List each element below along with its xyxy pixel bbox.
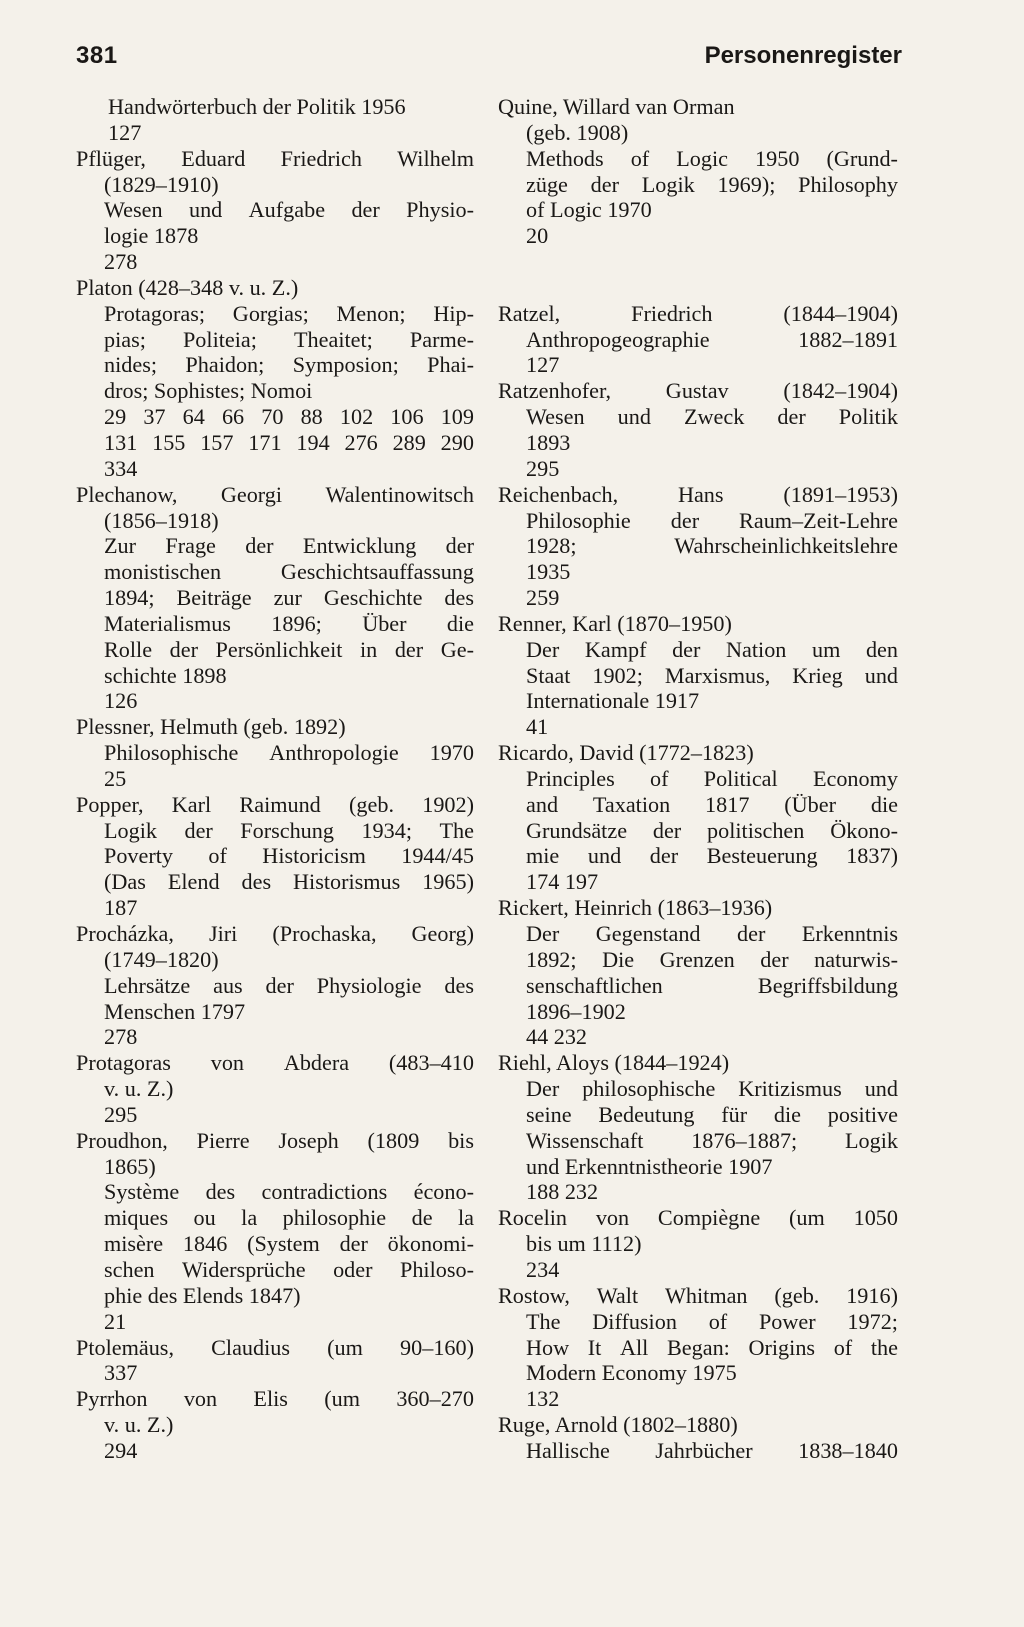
index-entry-heading: Rickert, Heinrich (1863–1936) — [498, 895, 773, 921]
index-entry-line: schichte 1898 — [104, 662, 227, 688]
index-entry-line: (1829–1910) — [104, 171, 219, 197]
index-entry-line: schen Widersprüche oder Philoso- — [104, 1256, 474, 1282]
index-entry-line: Système des contradictions écono- — [104, 1179, 474, 1205]
index-entry-line: 41 — [526, 714, 549, 740]
index-entry-line: bis um 1112) — [526, 1231, 642, 1257]
index-entry-line: Zur Frage der Entwicklung der — [104, 533, 474, 559]
index-entry-line: 127 — [526, 352, 560, 378]
index-entry-heading: Procházka, Jiri (Prochaska, Georg) — [76, 921, 474, 946]
index-entry-heading: Platon (428–348 v. u. Z.) — [76, 274, 299, 300]
index-entry-line: Protagoras; Gorgias; Menon; Hip- — [104, 300, 474, 326]
index-entry-line: 1893 — [526, 429, 571, 455]
index-entry-line: 187 — [104, 895, 138, 921]
index-entry-line: v. u. Z.) — [104, 1076, 174, 1102]
index-entry-line: 295 — [104, 1101, 138, 1127]
index-entry-line: 1928; Wahrscheinlichkeitslehre — [526, 533, 898, 559]
index-entry-line: Wissenschaft 1876–1887; Logik — [526, 1127, 898, 1153]
index-entry-heading: Renner, Karl (1870–1950) — [498, 610, 732, 636]
index-entry-heading: Reichenbach, Hans (1891–1953) — [498, 481, 898, 507]
index-entry-line: Handwörterbuch der Politik 1956 — [108, 94, 406, 119]
index-entry-line: 126 — [104, 688, 138, 714]
index-entry-line: Modern Economy 1975 — [526, 1360, 737, 1386]
index-entry-line: 1865) — [104, 1153, 156, 1179]
index-entry-line: 1896–1902 — [526, 998, 626, 1024]
index-entry-line: 174 197 — [526, 869, 599, 895]
index-entry-line: Der Kampf der Nation um den — [526, 636, 898, 662]
index-entry-line: Grundsätze der politischen Ökono- — [526, 817, 898, 843]
index-entry-heading: Plechanow, Georgi Walentinowitsch — [76, 481, 474, 507]
index-entry-line: phie des Elends 1847) — [104, 1282, 301, 1308]
index-entry-line: und Erkenntnistheorie 1907 — [526, 1153, 773, 1179]
index-entry-line: mie und der Besteuerung 1837) — [526, 843, 898, 869]
index-entry-line: 278 — [104, 1024, 138, 1050]
index-entry-line: pias; Politeia; Theaitet; Parme- — [104, 326, 474, 352]
index-entry-heading: Pflüger, Eduard Friedrich Wilhelm — [76, 145, 474, 171]
index-entry-line: züge der Logik 1969); Philosophy — [526, 171, 898, 197]
index-entry-line: of Logic 1970 — [526, 197, 652, 223]
index-entry-line: Methods of Logic 1950 (Grund- — [526, 145, 898, 171]
index-entry-line: 1894; Beiträge zur Geschichte des — [104, 585, 474, 611]
index-entry-line: 44 232 — [526, 1024, 588, 1050]
index-entry-line: logie 1878 — [104, 223, 199, 249]
index-entry-line: and Taxation 1817 (Über die — [526, 791, 898, 817]
index-entry-heading: Popper, Karl Raimund (geb. 1902) — [76, 791, 474, 817]
index-entry-line: Menschen 1797 — [104, 998, 246, 1024]
index-entry-line: (Das Elend des Historismus 1965) — [104, 869, 474, 895]
index-entry-line: How It All Began: Origins of the — [526, 1334, 898, 1360]
index-entry-line: Wesen und Zweck der Politik — [526, 404, 898, 430]
index-entry-heading: Pyrrhon von Elis (um 360–270 — [76, 1386, 474, 1412]
index-entry-line: Hallische Jahrbücher 1838–1840 — [526, 1437, 898, 1463]
index-entry-heading: Rostow, Walt Whitman (geb. 1916) — [498, 1282, 898, 1308]
index-entry-heading: Ricardo, David (1772–1823) — [498, 740, 754, 766]
index-entry-line: Der philosophische Kritizismus und — [526, 1076, 898, 1102]
index-entry-line: 295 — [526, 455, 560, 481]
index-entry-line: 337 — [104, 1360, 138, 1386]
index-entry-line: (geb. 1908) — [526, 119, 629, 145]
index-entry-line: 21 — [104, 1308, 127, 1334]
index-entry-line: (1856–1918) — [104, 507, 219, 533]
index-entry-heading: Ratzel, Friedrich (1844–1904) — [498, 300, 898, 326]
index-entry-line: Poverty of Historicism 1944/45 — [104, 843, 474, 869]
index-entry-heading: Riehl, Aloys (1844–1924) — [498, 1050, 730, 1076]
index-entry-line: nides; Phaidon; Symposion; Phai- — [104, 352, 474, 378]
index-entry-heading: Ruge, Arnold (1802–1880) — [498, 1412, 738, 1438]
index-entry-line: seine Bedeutung für die positive — [526, 1101, 898, 1127]
index-column-left — [76, 94, 474, 1464]
index-entry-line: 234 — [526, 1256, 560, 1282]
index-entry-line: 278 — [104, 249, 138, 275]
index-entry-line: 20 — [526, 223, 549, 249]
index-entry-heading: Ptolemäus, Claudius (um 90–160) — [76, 1334, 474, 1360]
index-entry-line: 188 232 — [526, 1179, 599, 1205]
index-entry-line: dros; Sophistes; Nomoi — [104, 378, 313, 404]
index-entry-line: 127 — [108, 119, 142, 145]
index-entry-line: 294 — [104, 1437, 138, 1463]
index-entry-heading: Proudhon, Pierre Joseph (1809 bis — [76, 1127, 474, 1153]
index-entry-line: senschaftlichen Begriffsbildung — [526, 972, 898, 998]
index-entry-line: 25 — [104, 765, 127, 791]
index-entry-line: Lehrsätze aus der Physiologie des — [104, 972, 474, 998]
index-entry-line: 1935 — [526, 559, 571, 585]
index-entry-heading: Quine, Willard van Orman — [498, 94, 735, 119]
index-entry-line: 334 — [104, 455, 138, 481]
index-entry-line: Materialismus 1896; Über die — [104, 610, 474, 636]
index-entry-line: 259 — [526, 585, 560, 611]
index-entry-line: Internationale 1917 — [526, 688, 700, 714]
page-number: 381 — [76, 42, 118, 69]
index-entry-line: 131 155 157 171 194 276 289 290 — [104, 429, 474, 455]
index-entry-line: miques ou la philosophie de la — [104, 1205, 474, 1231]
column-gap — [498, 249, 898, 301]
index-entry-line: Principles of Political Economy — [526, 765, 898, 791]
index-entry-line: Der Gegenstand der Erkenntnis — [526, 921, 898, 946]
index-entry-line: 1892; Die Grenzen der naturwis- — [526, 946, 898, 972]
index-entry-line: Staat 1902; Marxismus, Krieg und — [526, 662, 898, 688]
index-entry-line: Philosophische Anthropologie 1970 — [104, 740, 474, 766]
index-entry-line: v. u. Z.) — [104, 1412, 174, 1438]
index-entry-line: monistischen Geschichtsauffassung — [104, 559, 474, 585]
index-entry-line: 29 37 64 66 70 88 102 106 109 — [104, 404, 474, 430]
index-entry-line: misère 1846 (System der ökonomi- — [104, 1231, 474, 1257]
index-entry-line: The Diffusion of Power 1972; — [526, 1308, 898, 1334]
index-entry-line: Rolle der Persönlichkeit in der Ge- — [104, 636, 474, 662]
index-entry-heading: Rocelin von Compiègne (um 1050 — [498, 1205, 898, 1231]
index-entry-heading: Ratzenhofer, Gustav (1842–1904) — [498, 378, 898, 404]
index-entry-line: Logik der Forschung 1934; The — [104, 817, 474, 843]
index-column-right — [498, 94, 898, 1464]
index-entry-line: (1749–1820) — [104, 946, 219, 972]
index-entry-line: Wesen und Aufgabe der Physio- — [104, 197, 474, 223]
index-entry-heading: Plessner, Helmuth (geb. 1892) — [76, 714, 346, 740]
index-entry-line: Anthropogeographie 1882–1891 — [526, 326, 898, 352]
index-entry-heading: Protagoras von Abdera (483–410 — [76, 1050, 474, 1076]
index-entry-line: Philosophie der Raum–Zeit-Lehre — [526, 507, 898, 533]
index-entry-line: 132 — [526, 1386, 560, 1412]
running-head: Personenregister — [704, 42, 902, 69]
